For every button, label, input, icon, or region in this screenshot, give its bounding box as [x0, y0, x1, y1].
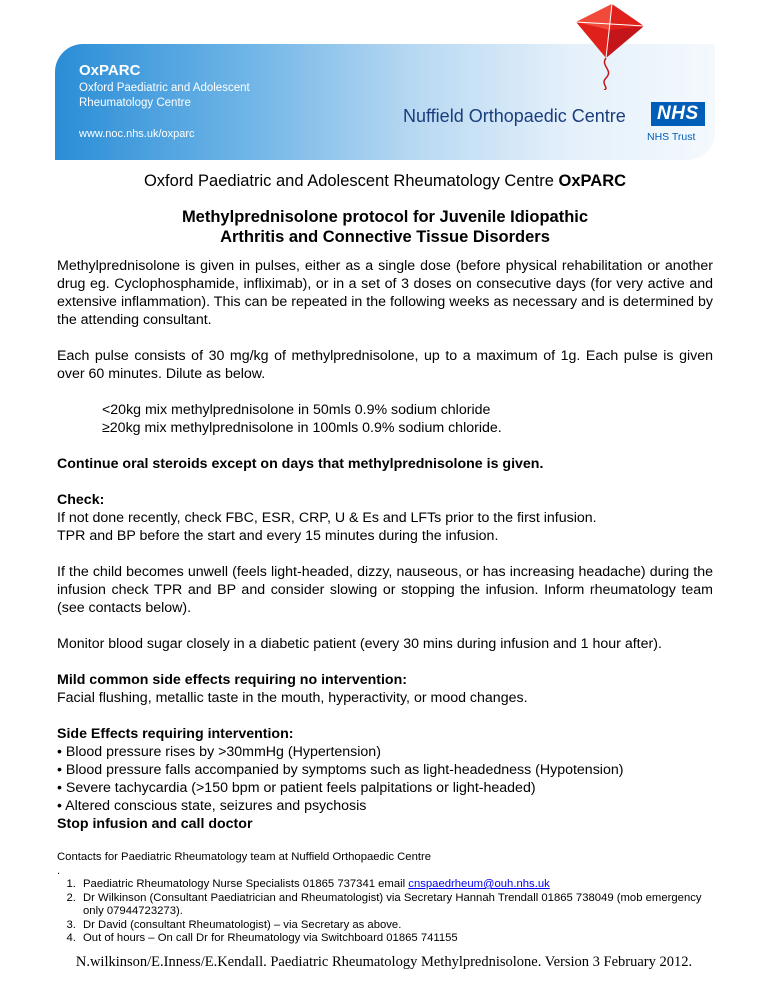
centre-heading-plain: Oxford Paediatric and Adolescent Rheumatology Centre	[143, 172, 559, 190]
oxparc-name-line1: Oxford Paediatric and Adolescent	[79, 82, 250, 94]
side-effect-item: • Altered conscious state, seizures and psychosis	[57, 798, 367, 814]
contacts-list	[57, 878, 713, 946]
side-effect-item: • Blood pressure falls accompanied by symptoms such as light-headedness (Hypotension)	[57, 762, 624, 778]
contact-item-out-of-hours: 4. Out of hours – On call Dr for Rheumatology via Switchboard 01865 741155	[79, 932, 713, 946]
centre-heading	[57, 172, 713, 190]
check-heading: Check:	[57, 492, 105, 508]
contact-item-david: 3. Dr David (consultant Rheumatologist) – via Secretary as above.	[79, 919, 713, 933]
side-effects-section	[57, 725, 713, 833]
noc-name: Nuffield Orthopaedic Centre	[403, 106, 626, 126]
stop-infusion-note: Stop infusion and call doctor	[57, 816, 253, 832]
mild-side-effects-text: Facial flushing, metallic taste in the mouth, hyperactivity, or mood changes.	[57, 690, 528, 706]
intro-paragraph: Methylprednisolone is given in pulses, either as a single dose (before physical rehabilitation or another drug eg. Cyclophosphamide, infliximab), or in a set of 3 doses on consecutive days (for very active and extensive inflammation). This can be repeated in the following weeks as necessary and is determined by the attending consultant.	[57, 258, 713, 328]
mild-side-effects-heading: Mild common side effects requiring no intervention:	[57, 672, 407, 688]
blood-sugar-paragraph: Monitor blood sugar closely in a diabetic patient (every 30 mins during infusion and 1 hour after).	[57, 636, 662, 652]
nhs-logo: NHS	[651, 102, 705, 126]
nhs-trust-label: NHS Trust	[647, 131, 696, 143]
steroids-note: Continue oral steroids except on days that methylprednisolone is given.	[57, 456, 544, 472]
unwell-paragraph: If the child becomes unwell (feels light-headed, dizzy, nauseous, or has increasing headache) during the infusion check TPR and BP and consider slowing or stopping the infusion. Inform rheumatology team (see contacts below).	[57, 564, 713, 616]
website-url[interactable]: www.noc.nhs.uk/oxparc	[79, 128, 195, 140]
side-effects-heading: Side Effects requiring intervention:	[57, 726, 294, 742]
kite-logo-icon	[570, 0, 650, 90]
centre-heading-bold: OxPARC	[558, 172, 627, 190]
contact-nurses-text: Paediatric Rheumatology Nurse Specialists 01865 737341 email	[83, 878, 409, 890]
mild-side-effects-section	[57, 671, 713, 707]
check-line-1: If not done recently, check FBC, ESR, CRP, U & Es and LFTs prior to the first infusion.	[57, 510, 597, 526]
dilution-under-20kg: <20kg mix methylprednisolone in 50mls 0.9% sodium chloride	[102, 402, 491, 418]
oxparc-logo-text: OxPARC	[79, 62, 141, 79]
contact-item-nurses	[79, 878, 713, 892]
protocol-title	[57, 207, 713, 247]
protocol-title-line2: Arthritis and Connective Tissue Disorders	[220, 228, 550, 246]
dilution-20kg-plus: ≥20kg mix methylprednisolone in 100mls 0.9% sodium chloride.	[102, 420, 502, 436]
oxparc-name-line2: Rheumatology Centre	[79, 97, 191, 109]
protocol-title-line1: Methylprednisolone protocol for Juvenile Idiopathic	[181, 208, 589, 226]
contact-item-wilkinson: 2. Dr Wilkinson (Consultant Paediatrician and Rheumatologist) via Secretary Hannah Trendall 01865 738049 (mob emergency only 07944723273).	[79, 892, 713, 919]
dose-paragraph: Each pulse consists of 30 mg/kg of methylprednisolone, up to a maximum of 1g. Each pulse is given over 60 minutes. Dilute as below.	[57, 348, 713, 382]
check-line-2: TPR and BP before the start and every 15 minutes during the infusion.	[57, 528, 499, 544]
side-effect-item: • Severe tachycardia (>150 bpm or patient feels palpitations or light-headed)	[57, 780, 536, 796]
document-body	[57, 172, 713, 946]
check-section	[57, 491, 713, 545]
dilution-list	[102, 401, 713, 437]
contact-email-link[interactable]: cnspaedrheum@ouh.nhs.uk	[408, 878, 550, 890]
side-effect-item: • Blood pressure rises by >30mmHg (Hypertension)	[57, 744, 381, 760]
document-footer: N.wilkinson/E.Inness/E.Kendall. Paediatric Rheumatology Methylprednisolone. Version 3 February 2012.	[75, 954, 693, 970]
contacts-dot: .	[57, 864, 61, 877]
contacts-heading: Contacts for Paediatric Rheumatology team at Nuffield Orthopaedic Centre	[57, 851, 432, 863]
